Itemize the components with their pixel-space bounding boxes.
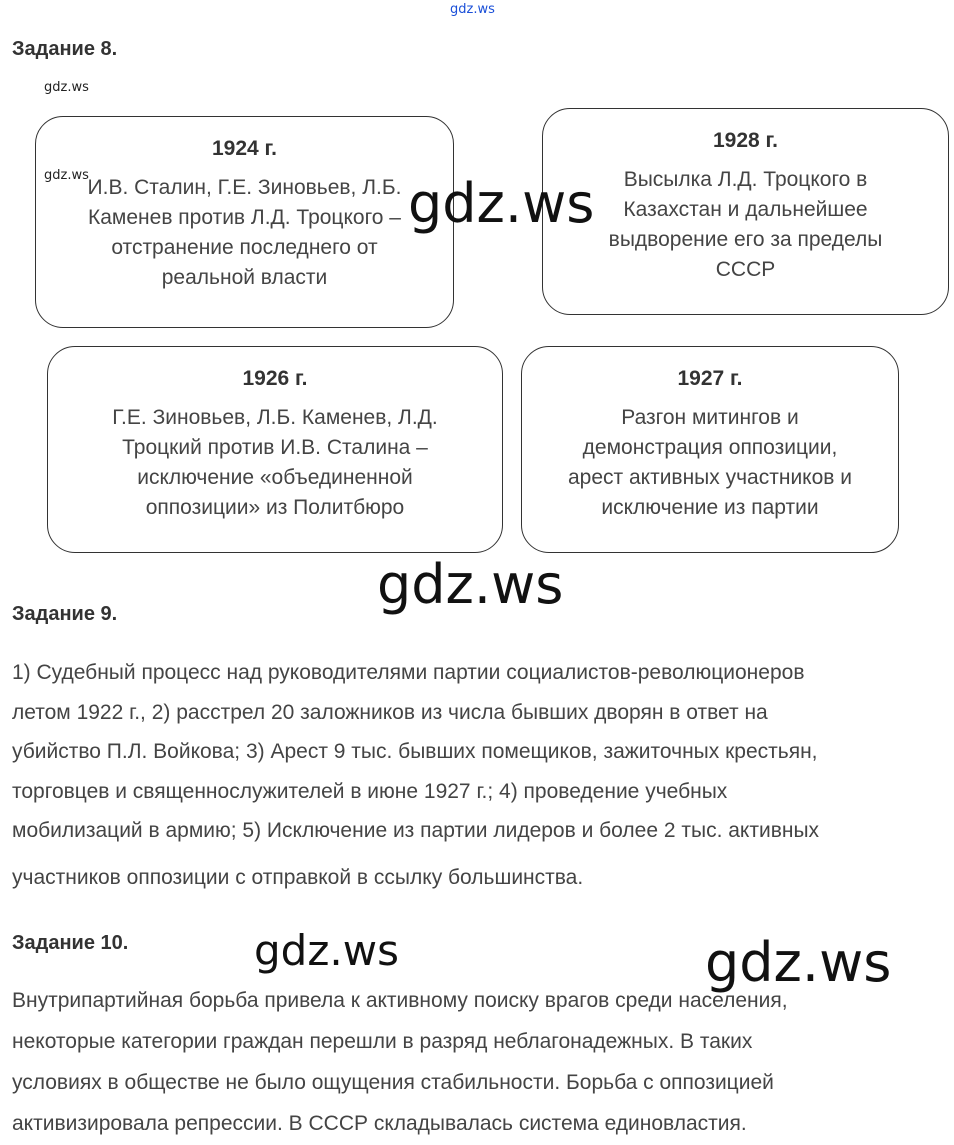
paragraph-line: 1) Судебный процесс над руководителями партии социалистов-революционеров [12, 661, 805, 684]
box-line: Г.Е. Зиновьев, Л.Б. Каменев, Л.Д. [112, 406, 438, 429]
box-line: Высылка Л.Д. Троцкого в [623, 168, 868, 191]
paragraph-line: Внутрипартийная борьба привела к активному поиску врагов среди населения, [12, 989, 788, 1012]
box-line: выдворение его за пределы [608, 228, 883, 251]
watermark-small-2: gdz.ws [44, 168, 89, 183]
box-line: отстранение последнего от [111, 236, 378, 259]
paragraph-line: мобилизаций в армию; 5) Исключение из партии лидеров и более 2 тыс. активных [12, 819, 820, 842]
box-line: оппозиции» из Политбюро [145, 496, 405, 519]
paragraph-line: убийство П.Л. Войкова; 3) Арест 9 тыс. бывших помещиков, зажиточных крестьян, [12, 740, 818, 763]
watermark-big: gdz.ws [408, 172, 595, 235]
task9-heading: Задание 9. [12, 603, 118, 625]
box-1926 [47, 346, 503, 553]
box-year: 1927 г. [677, 367, 743, 390]
paragraph-line: некоторые категории граждан перешли в разряд неблагонадежных. В таких [12, 1030, 753, 1053]
paragraph-line: торговцев и священнослужителей в июне 1927 г.; 4) проведение учебных [12, 780, 728, 803]
task9-paragraph [12, 660, 932, 895]
task10-heading: Задание 10. [12, 932, 129, 954]
watermark-small-1: gdz.ws [44, 80, 89, 95]
box-line: Казахстан и дальнейшее [623, 198, 868, 221]
box-line: исключение «объединенной [137, 466, 413, 489]
box-1924 [35, 116, 454, 328]
paragraph-line: летом 1922 г., 2) расстрел 20 заложников из числа бывших дворян в ответ на [12, 701, 768, 724]
paragraph-line: участников оппозиции с отправкой в ссылку большинства. [12, 866, 584, 889]
box-1928 [542, 108, 949, 315]
watermark-top: gdz.ws [450, 2, 495, 17]
box-line: арест активных участников и [567, 466, 852, 489]
box-line: исключение из партии [601, 496, 819, 519]
task8-heading: Задание 8. [12, 38, 118, 60]
paragraph-line: активизировала репрессии. В СССР складывалась система единовластия. [12, 1112, 747, 1135]
box-year: 1926 г. [242, 367, 308, 390]
watermark-big: gdz.ws [705, 931, 892, 994]
box-line: СССР [715, 258, 776, 281]
box-1927 [521, 346, 899, 553]
box-line: Разгон митингов и [621, 406, 799, 429]
box-line: реальной власти [161, 266, 328, 289]
box-line: Каменев против Л.Д. Троцкого – [88, 206, 401, 229]
box-line: демонстрация оппозиции, [582, 436, 838, 459]
box-line: Троцкий против И.В. Сталина – [122, 436, 428, 459]
watermark-big: gdz.ws [377, 553, 564, 616]
box-line: И.В. Сталин, Г.Е. Зиновьев, Л.Б. [87, 176, 402, 199]
box-year: 1928 г. [712, 129, 779, 152]
box-year: 1924 г. [211, 137, 278, 160]
paragraph-line: условиях в обществе не было ощущения стабильности. Борьба с оппозицией [12, 1071, 774, 1094]
watermark-big: gdz.ws [254, 926, 399, 975]
task10-paragraph [12, 988, 932, 1141]
